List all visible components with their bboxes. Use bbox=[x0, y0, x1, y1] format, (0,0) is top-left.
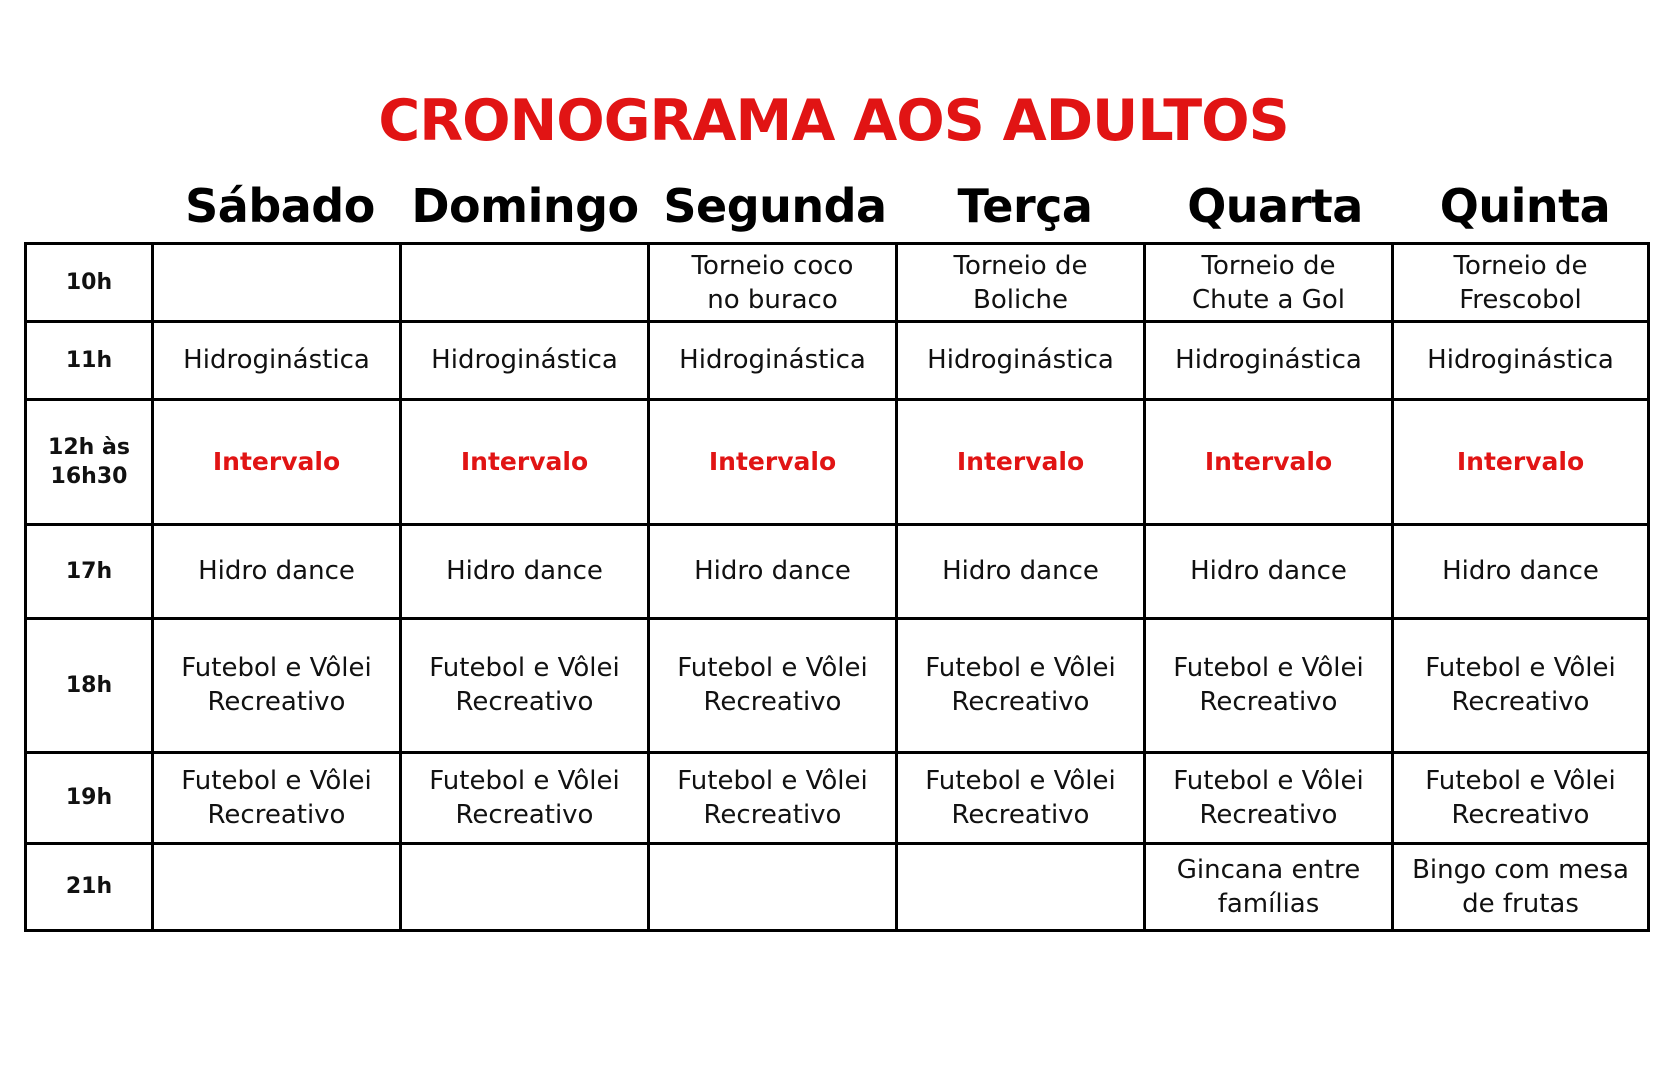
time-cell: 18h bbox=[26, 618, 153, 753]
schedule-cell: Intervalo bbox=[1145, 399, 1393, 525]
time-cell: 17h bbox=[26, 525, 153, 618]
schedule-cell: Futebol e Vôlei Recreativo bbox=[1145, 618, 1393, 753]
schedule-cell: Futebol e Vôlei Recreativo bbox=[1145, 753, 1393, 843]
day-header-quinta: Quinta bbox=[1439, 179, 1611, 233]
schedule-cell bbox=[153, 843, 401, 930]
schedule-cell: Torneio coco no buraco bbox=[649, 244, 897, 322]
schedule-cell: Hidro dance bbox=[1145, 525, 1393, 618]
schedule-cell: Futebol e Vôlei Recreativo bbox=[1393, 753, 1649, 843]
schedule-cell bbox=[897, 843, 1145, 930]
schedule-cell: Futebol e Vôlei Recreativo bbox=[153, 618, 401, 753]
table-row bbox=[26, 244, 1649, 322]
table-row bbox=[26, 843, 1649, 930]
schedule-table bbox=[24, 242, 1650, 932]
schedule-cell: Futebol e Vôlei Recreativo bbox=[897, 618, 1145, 753]
schedule-cell: Hidro dance bbox=[649, 525, 897, 618]
schedule-cell: Hidroginástica bbox=[897, 322, 1145, 399]
day-header-quarta: Quarta bbox=[1187, 179, 1363, 233]
schedule-cell: Bingo com mesa de frutas bbox=[1393, 843, 1649, 930]
schedule-cell: Intervalo bbox=[401, 399, 649, 525]
schedule-cell: Futebol e Vôlei Recreativo bbox=[649, 618, 897, 753]
day-header-domingo: Domingo bbox=[411, 179, 639, 233]
schedule-cell bbox=[153, 244, 401, 322]
day-header-terca: Terça bbox=[957, 179, 1093, 233]
schedule-cell bbox=[649, 843, 897, 930]
table-row bbox=[26, 753, 1649, 843]
schedule-cell: Futebol e Vôlei Recreativo bbox=[401, 618, 649, 753]
schedule-cell: Futebol e Vôlei Recreativo bbox=[1393, 618, 1649, 753]
schedule-cell: Hidro dance bbox=[401, 525, 649, 618]
schedule-cell: Gincana entre famílias bbox=[1145, 843, 1393, 930]
schedule-cell: Hidroginástica bbox=[153, 322, 401, 399]
schedule-cell: Torneio de Chute a Gol bbox=[1145, 244, 1393, 322]
schedule-cell: Hidroginástica bbox=[401, 322, 649, 399]
table-row bbox=[26, 399, 1649, 525]
time-cell: 21h bbox=[26, 843, 153, 930]
schedule-cell: Intervalo bbox=[153, 399, 401, 525]
day-header-row bbox=[0, 172, 1667, 240]
time-cell: 11h bbox=[26, 322, 153, 399]
schedule-cell bbox=[401, 843, 649, 930]
table-row bbox=[26, 525, 1649, 618]
schedule-cell: Hidro dance bbox=[153, 525, 401, 618]
day-header-sabado: Sábado bbox=[185, 179, 375, 233]
time-cell: 12h às 16h30 bbox=[26, 399, 153, 525]
schedule-cell: Hidro dance bbox=[1393, 525, 1649, 618]
schedule-cell: Torneio de Boliche bbox=[897, 244, 1145, 322]
table-row bbox=[26, 618, 1649, 753]
schedule-cell: Torneio de Frescobol bbox=[1393, 244, 1649, 322]
schedule-cell: Futebol e Vôlei Recreativo bbox=[153, 753, 401, 843]
time-cell: 10h bbox=[26, 244, 153, 322]
schedule-cell: Intervalo bbox=[897, 399, 1145, 525]
schedule-cell: Futebol e Vôlei Recreativo bbox=[401, 753, 649, 843]
schedule-cell: Hidroginástica bbox=[649, 322, 897, 399]
schedule-cell: Futebol e Vôlei Recreativo bbox=[897, 753, 1145, 843]
schedule-cell: Hidroginástica bbox=[1145, 322, 1393, 399]
schedule-cell: Hidro dance bbox=[897, 525, 1145, 618]
day-header-segunda: Segunda bbox=[663, 179, 887, 233]
schedule-cell: Intervalo bbox=[1393, 399, 1649, 525]
page-title: CRONOGRAMA AOS ADULTOS bbox=[378, 88, 1289, 154]
time-cell: 19h bbox=[26, 753, 153, 843]
table-row bbox=[26, 322, 1649, 399]
schedule-cell bbox=[401, 244, 649, 322]
schedule-cell: Futebol e Vôlei Recreativo bbox=[649, 753, 897, 843]
schedule-cell: Intervalo bbox=[649, 399, 897, 525]
schedule-cell: Hidroginástica bbox=[1393, 322, 1649, 399]
